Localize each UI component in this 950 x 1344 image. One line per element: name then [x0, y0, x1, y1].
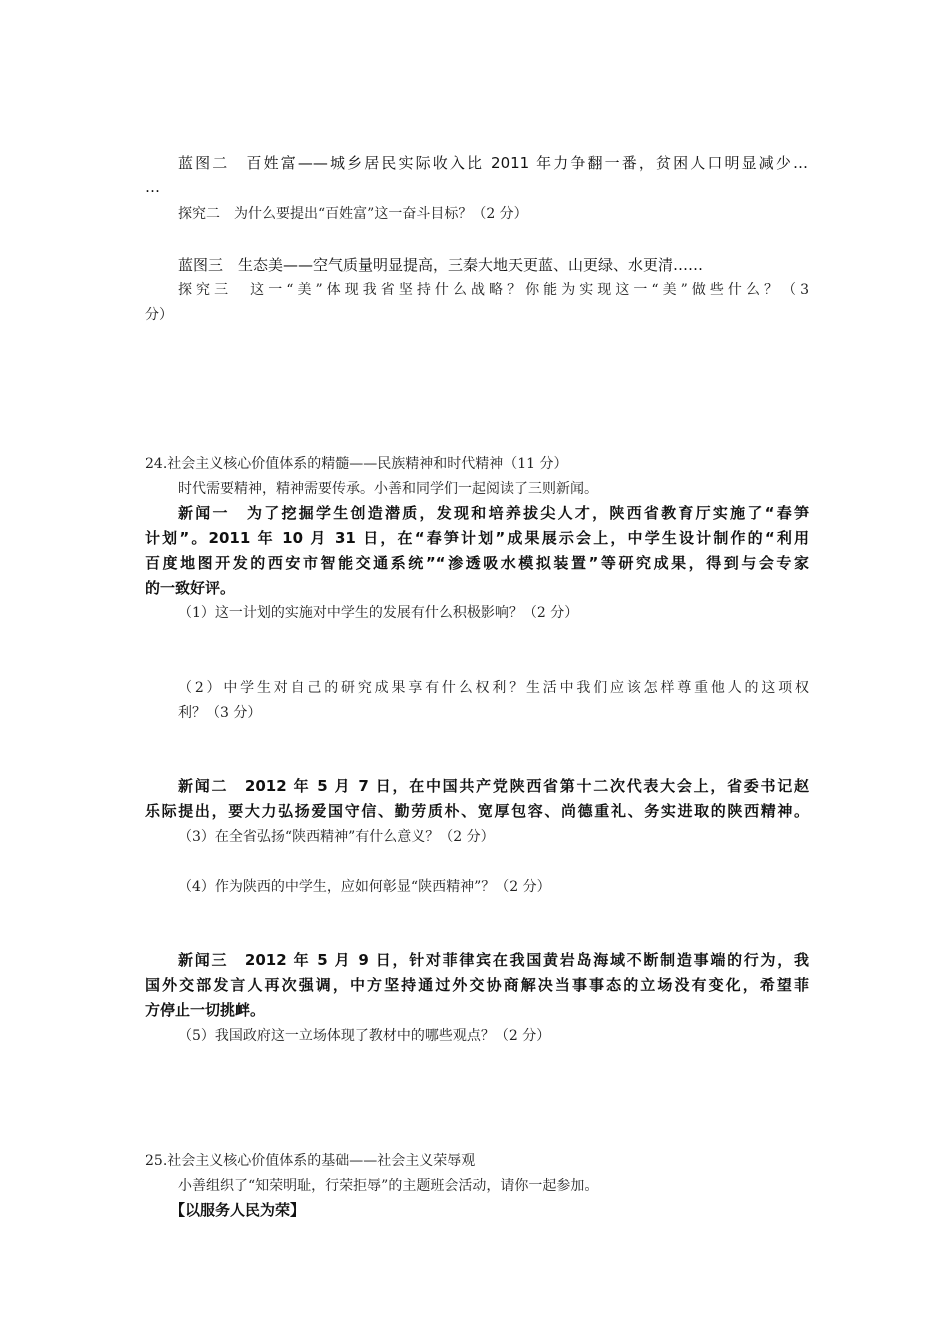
q24-title: 24.社会主义核心价值体系的精髓——民族精神和时代精神（11 分）	[145, 456, 568, 472]
news3-line2: 国外交部发言人再次强调，中方坚持通过外交协商解决当事事态的立场没有变化，希望菲	[145, 976, 809, 994]
news3-line3: 方停止一切挑衅。	[145, 1001, 266, 1019]
explore3-line1: 探究三 这一“美”体现我省坚持什么战略？你能为实现这一“美”做些什么？（3	[178, 282, 809, 298]
blueprint2-line2: …	[145, 178, 160, 196]
q24-sub5: （5）我国政府这一立场体现了教材中的哪些观点？（2 分）	[178, 1028, 551, 1044]
q24-sub1: （1）这一计划的实施对中学生的发展有什么积极影响？（2 分）	[178, 605, 579, 621]
q25-title: 25.社会主义核心价值体系的基础——社会主义荣辱观	[145, 1153, 476, 1169]
q24-sub2-line1: （2）中学生对自己的研究成果享有什么权利？生活中我们应该怎样尊重他人的这项权	[178, 680, 809, 696]
q24-intro: 时代需要精神，精神需要传承。小善和同学们一起阅读了三则新闻。	[178, 481, 598, 497]
q24-sub4: （4）作为陕西的中学生，应如何彰显“陕西精神”？（2 分）	[178, 879, 551, 895]
blueprint3-text: 蓝图三 生态美——空气质量明显提高，三秦大地天更蓝、山更绿、水更清……	[178, 256, 704, 274]
news1-line4: 的一致好评。	[145, 579, 236, 597]
explore2-question: 探究二 为什么要提出“百姓富”这一奋斗目标？（2 分）	[178, 206, 528, 222]
q24-sub2-line2: 利？（3 分）	[178, 705, 262, 721]
news1-line2: 计划”。2011 年 10 月 31 日，在“春笋计划”成果展示会上，中学生设计制作的“利用	[145, 529, 809, 547]
q25-intro: 小善组织了“知荣明耻，行荣拒辱”的主题班会活动，请你一起参加。	[178, 1178, 599, 1194]
news1-line3: 百度地图开发的西安市智能交通系统”“渗透吸水模拟装置”等研究成果，得到与会专家	[145, 554, 809, 572]
explore3-line2: 分）	[145, 307, 173, 323]
news3-line1: 新闻三 2012 年 5 月 9 日，针对菲律宾在我国黄岩岛海域不断制造事端的行为，我	[178, 951, 809, 969]
news2-line1: 新闻二 2012 年 5 月 7 日，在中国共产党陕西省第十二次代表大会上，省委书记赵	[178, 777, 809, 795]
blueprint2-line1: 蓝图二 百姓富——城乡居民实际收入比 2011 年力争翻一番，贫困人口明显减少…	[178, 154, 808, 172]
q24-sub3: （3）在全省弘扬“陕西精神”有什么意义？（2 分）	[178, 829, 495, 845]
q25-heading: 【以服务人民为荣】	[170, 1201, 306, 1219]
news1-line1: 新闻一 为了挖掘学生创造潜质，发现和培养拔尖人才，陕西省教育厅实施了“春笋	[178, 504, 809, 522]
news2-line2: 乐际提出，要大力弘扬爱国守信、勤劳质朴、宽厚包容、尚德重礼、务实进取的陕西精神。	[145, 802, 809, 820]
